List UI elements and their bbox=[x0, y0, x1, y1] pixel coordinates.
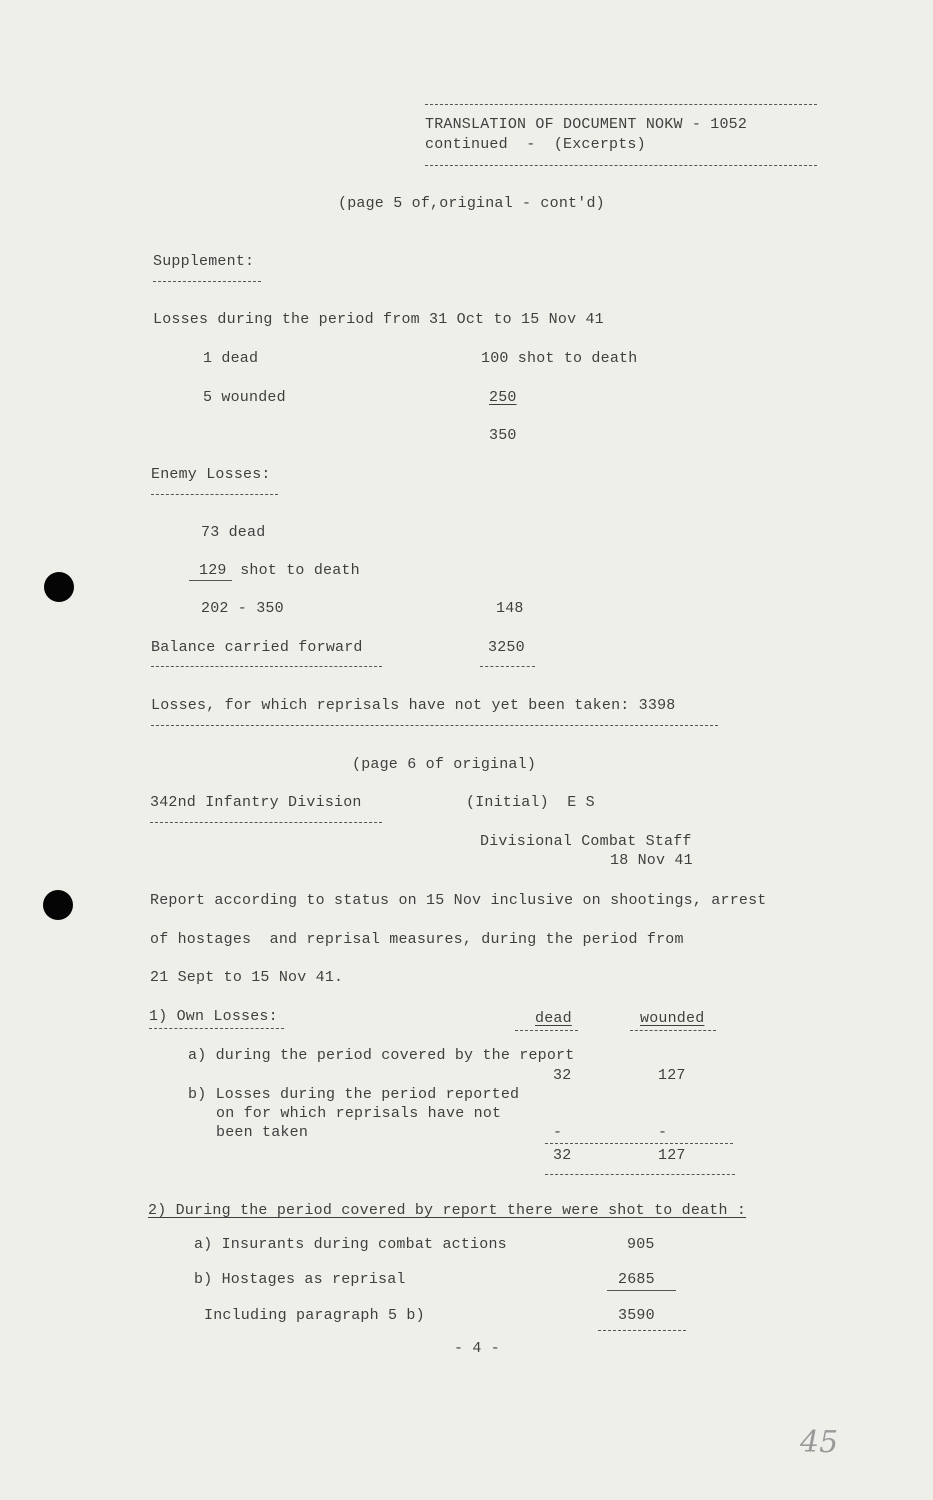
balance-label: Balance carried forward bbox=[151, 639, 363, 656]
own-dead: 1 dead bbox=[203, 350, 259, 367]
enemy-dead: 73 dead bbox=[201, 524, 266, 541]
own-dead-value: 100 shot to death bbox=[481, 350, 638, 367]
division-date: 18 Nov 41 bbox=[610, 852, 693, 869]
division-name: 342nd Infantry Division bbox=[150, 794, 362, 811]
enemy-shot-text: shot to death bbox=[231, 562, 360, 579]
supplement-heading: Supplement: bbox=[153, 253, 255, 270]
enemy-shot-number: 129 bbox=[199, 562, 227, 579]
total-wounded: 127 bbox=[658, 1147, 686, 1164]
page-number: - 4 - bbox=[454, 1340, 501, 1357]
enemy-underline bbox=[151, 494, 278, 495]
row-a-wounded: 127 bbox=[658, 1067, 686, 1084]
own-sum: 350 bbox=[489, 427, 517, 444]
shot-b-value: 2685 bbox=[618, 1271, 655, 1288]
enemy-shot-underline bbox=[189, 580, 232, 581]
col-wounded-rule bbox=[630, 1030, 716, 1031]
balance-underline bbox=[151, 666, 382, 667]
row-b-wounded: - bbox=[658, 1124, 668, 1141]
punch-hole-top bbox=[44, 572, 74, 602]
col-dead: dead bbox=[535, 1010, 572, 1027]
row-a-dead: 32 bbox=[553, 1067, 572, 1084]
report-line-3: 21 Sept to 15 Nov 41. bbox=[150, 969, 344, 986]
own-losses-underline bbox=[149, 1028, 284, 1029]
enemy-heading: Enemy Losses: bbox=[151, 466, 271, 483]
shot-b-label: b) Hostages as reprisal bbox=[194, 1271, 406, 1288]
including-underline bbox=[598, 1330, 686, 1331]
row-b-label-1: b) Losses during the period reported bbox=[188, 1086, 520, 1103]
supplement-underline bbox=[153, 281, 261, 282]
shot-heading: 2) During the period covered by report there were shot to death : bbox=[148, 1202, 747, 1219]
own-wounded: 5 wounded bbox=[203, 389, 286, 406]
handwritten-page-mark: 45 bbox=[800, 1425, 839, 1460]
totals-rule bbox=[545, 1143, 733, 1144]
own-wounded-value: 250 bbox=[489, 389, 517, 406]
page5-note: (page 5 of,original - cont'd) bbox=[338, 195, 605, 212]
row-a-label: a) during the period covered by the report bbox=[188, 1047, 575, 1064]
balance-value-underline bbox=[480, 666, 535, 667]
division-underline bbox=[150, 822, 382, 823]
enemy-calc-value: 148 bbox=[496, 600, 524, 617]
division-staff: Divisional Combat Staff bbox=[480, 833, 692, 850]
reprisals-line: Losses, for which reprisals have not yet been taken: 3398 bbox=[151, 697, 676, 714]
shot-a-value: 905 bbox=[627, 1236, 655, 1253]
totals-rule-bottom bbox=[545, 1174, 735, 1175]
reprisals-underline bbox=[151, 725, 718, 726]
shot-b-underline bbox=[607, 1290, 676, 1291]
header-rule-top bbox=[425, 104, 817, 105]
col-wounded: wounded bbox=[640, 1010, 705, 1027]
losses-period-line: Losses during the period from 31 Oct to 15 Nov 41 bbox=[153, 311, 604, 328]
own-losses-heading: 1) Own Losses: bbox=[149, 1008, 278, 1025]
header-title: TRANSLATION OF DOCUMENT NOKW - 1052 bbox=[425, 116, 748, 133]
col-dead-rule bbox=[515, 1030, 578, 1031]
row-b-dead: - bbox=[553, 1124, 563, 1141]
row-b-label-2: on for which reprisals have not bbox=[216, 1105, 502, 1122]
header-rule-bottom bbox=[425, 165, 817, 166]
report-line-2: of hostages and reprisal measures, during the period from bbox=[150, 931, 684, 948]
report-line-1: Report according to status on 15 Nov inclusive on shootings, arrest bbox=[150, 892, 767, 909]
division-initial: (Initial) E S bbox=[466, 794, 595, 811]
enemy-calc: 202 - 350 bbox=[201, 600, 284, 617]
including-value: 3590 bbox=[618, 1307, 655, 1324]
balance-value: 3250 bbox=[488, 639, 525, 656]
including-label: Including paragraph 5 b) bbox=[204, 1307, 425, 1324]
punch-hole-bottom bbox=[43, 890, 73, 920]
page6-note: (page 6 of original) bbox=[352, 756, 537, 773]
row-b-label-3: been taken bbox=[216, 1124, 309, 1141]
header-subtitle: continued - (Excerpts) bbox=[425, 136, 646, 153]
shot-a-label: a) Insurants during combat actions bbox=[194, 1236, 507, 1253]
total-dead: 32 bbox=[553, 1147, 572, 1164]
